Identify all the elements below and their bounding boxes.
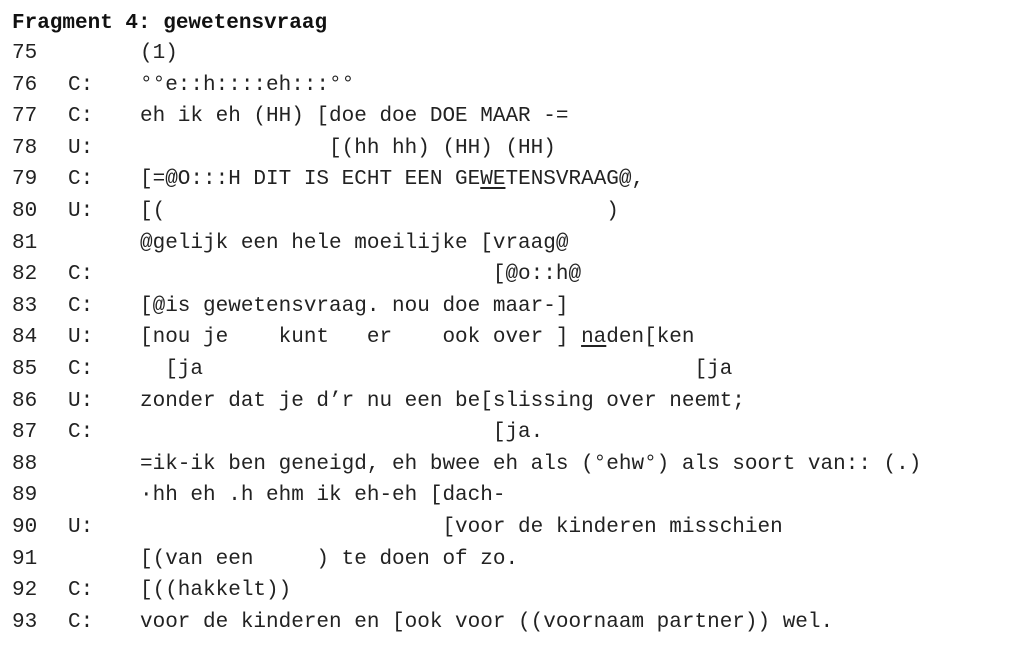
utterance-text <box>140 259 581 291</box>
utterance-text <box>140 575 291 607</box>
line-number: 76 <box>12 73 38 97</box>
transcript-line <box>0 575 1024 607</box>
speaker-label: C: <box>68 579 94 603</box>
utterance-text <box>140 38 178 70</box>
transcript-line <box>0 449 1024 481</box>
transcript-line <box>0 38 1024 70</box>
utterance-text <box>140 417 543 449</box>
line-number: 92 <box>12 579 38 603</box>
utterance-segment: @gelijk een hele moeilijke [vraag@ <box>140 231 569 255</box>
line-number: 89 <box>12 484 38 508</box>
transcript-line <box>0 259 1024 291</box>
speaker-label: U: <box>68 136 94 160</box>
transcript-line <box>0 228 1024 260</box>
utterance-segment: [=@O:::H DIT IS ECHT EEN GE <box>140 168 481 192</box>
utterance-text <box>140 133 556 165</box>
transcript-line <box>0 164 1024 196</box>
transcript-line <box>0 607 1024 639</box>
utterance-segment: [ja [ja <box>140 358 733 381</box>
utterance-segment: °°e::h::::eh:::°° <box>140 73 355 97</box>
utterance-segment: TENSVRAAG@, <box>505 168 645 192</box>
transcript-line <box>0 512 1024 544</box>
utterance-text <box>140 607 833 639</box>
line-number: 83 <box>12 294 38 318</box>
utterance-text <box>140 228 568 260</box>
stressed-segment: na <box>581 326 607 350</box>
stressed-segment: WE <box>480 168 506 192</box>
transcript-line <box>0 544 1024 576</box>
utterance-segment: zonder dat je d’r nu een be[slissing over neemt; <box>140 389 745 413</box>
utterance-text <box>140 544 518 576</box>
utterance-segment: den[ken <box>606 326 695 350</box>
utterance-segment: [@o::h@ <box>140 263 582 287</box>
utterance-text <box>140 354 732 386</box>
line-number: 81 <box>12 231 38 255</box>
utterance-segment: [voor de kinderen misschien <box>140 516 783 539</box>
speaker-label: C: <box>68 263 94 287</box>
line-number: 90 <box>12 516 38 539</box>
utterance-segment: [(van een ) te doen of zo. <box>140 547 519 571</box>
transcript-line <box>0 417 1024 449</box>
utterance-text <box>140 196 619 228</box>
utterance-text <box>140 480 505 512</box>
utterance-segment: [(hh hh) (HH) (HH) <box>140 136 556 160</box>
utterance-text <box>140 386 745 418</box>
speaker-label: C: <box>68 73 94 97</box>
line-number: 79 <box>12 168 38 192</box>
transcript-line <box>0 291 1024 323</box>
line-number: 84 <box>12 326 38 350</box>
line-number: 93 <box>12 610 38 634</box>
utterance-segment: [( ) <box>140 200 619 223</box>
line-number: 86 <box>12 389 38 413</box>
utterance-text <box>140 512 783 544</box>
transcript-line <box>0 70 1024 102</box>
line-number: 88 <box>12 452 38 476</box>
utterance-text <box>140 291 568 323</box>
utterance-segment: =ik-ik ben geneigd, eh bwee eh als (°ehw°) als soort van:: (.) <box>140 452 922 476</box>
utterance-segment: eh ik eh (HH) [doe doe DOE MAAR -= <box>140 105 569 129</box>
fragment-title: Fragment 4: gewetensvraag <box>12 12 328 35</box>
speaker-label: C: <box>68 421 94 445</box>
transcript-line <box>0 322 1024 354</box>
utterance-text <box>140 449 921 481</box>
speaker-label: U: <box>68 516 94 539</box>
utterance-text <box>140 322 695 354</box>
utterance-text <box>140 164 644 196</box>
speaker-label: C: <box>68 610 94 634</box>
speaker-label: C: <box>68 105 94 129</box>
transcript-line <box>0 196 1024 228</box>
utterance-segment: (1) <box>140 42 178 65</box>
utterance-segment: [((hakkelt)) <box>140 579 292 603</box>
line-number: 78 <box>12 136 38 160</box>
speaker-label: C: <box>68 358 94 381</box>
line-number: 77 <box>12 105 38 129</box>
speaker-label: U: <box>68 389 94 413</box>
speaker-label: U: <box>68 326 94 350</box>
line-number: 82 <box>12 263 38 287</box>
speaker-label: U: <box>68 200 94 223</box>
speaker-label: C: <box>68 168 94 192</box>
line-number: 85 <box>12 358 38 381</box>
utterance-text <box>140 101 568 133</box>
line-number: 91 <box>12 547 38 571</box>
line-number: 75 <box>12 42 38 65</box>
utterance-segment: [ja. <box>140 421 544 445</box>
utterance-segment: ·hh eh .h ehm ik eh-eh [dach- <box>140 484 506 508</box>
line-number: 80 <box>12 200 38 223</box>
transcript-line <box>0 354 1024 386</box>
transcript-line <box>0 101 1024 133</box>
transcript-line <box>0 386 1024 418</box>
speaker-label: C: <box>68 294 94 318</box>
utterance-text <box>140 70 354 102</box>
transcript-line <box>0 133 1024 165</box>
transcript-line <box>0 480 1024 512</box>
line-number: 87 <box>12 421 38 445</box>
utterance-segment: voor de kinderen en [ook voor ((voornaam partner)) wel. <box>140 610 834 634</box>
utterance-segment: [nou je kunt er ook over ] <box>140 326 582 350</box>
utterance-segment: [@is gewetensvraag. nou doe maar-] <box>140 294 569 318</box>
